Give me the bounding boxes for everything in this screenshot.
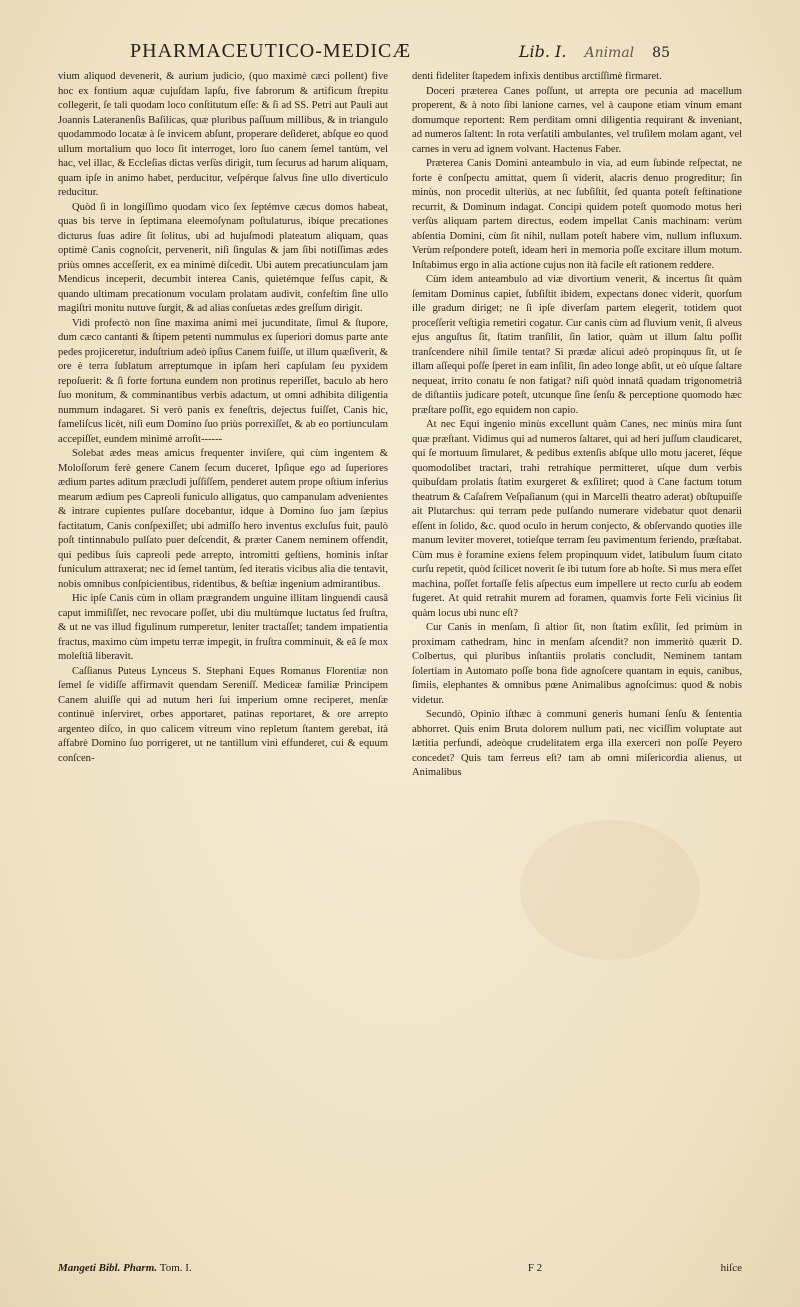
page-number: 85 xyxy=(652,45,670,61)
paragraph: Solebat ædes meas amicus frequenter inviſere, qui cùm ingentem & Moloſſorum ferè genere Canem ſecum duceret, Ipſique ego ad ſuperiores ædium partes aditum præcludi juſſiſſem, penderet autem prope oſtium inferius mearum ædium pes Capreoli funiculo alligatus, quo campanulam advenientes & intrare cupientes pulſare docebantur, idque à Domino ſuo jam ſæpius factitatum, Canis conſpexiſſet; ubi admiſſo hero inventus excluſus fuit, paulò poſt tintinnabulo pulſato puer deſcendit, & præter Canem neminem offendit, qui pedibus ſuis capreoli pede arrepto, intromitti geſtiens, hominis inſtar funiculum attraxerat; nec id ſemel tantùm, ſed iteratis vicibus alia die tentavit, nobis omnibus conſpicientibus, ridentibus, & beſtiæ ingenium admirantibus. xyxy=(58,448,388,590)
right-column xyxy=(412,70,742,1260)
paragraph: denti fideliter ſtapedem infixis dentibus arctiſſimè firmaret. xyxy=(412,71,662,82)
paragraph: Secundò, Opinio iſthæc à communi generis humani ſenſu & ſententia abhorret. Quis enim Bruta dolorem nullum pati, nec viciſſim voluptate aut lætitia perfundi, adeòque crudelitatem erga illa exerceri non poſſe Peyero concedet? Quis tam ferreus eſt? tam ab omni miſericordia alienus, ut Animalibus xyxy=(412,709,742,778)
paragraph: Cur Canis in menſam, ſi altior ſit, non ſtatim exſilit, ſed primùm in proximam cathedram, hinc in menſam aſcendit? non immeritò quærit D. Colbertus, qui pluribus inſtantiis prolatis concludit, Neminem tantam ſolertiam in Automato poſſe bona fide agnoſcere quantam in equis, canibus, ſimiis, elephantes & omnibus pœne Animalibus agnoſcimus: quod & nobis videtur. xyxy=(412,622,742,706)
running-title: PHARMACEUTICO-MEDICÆ xyxy=(130,40,412,62)
paragraph: Caſſianus Puteus Lynceus S. Stephani Eques Romanus Florentiæ non ſemel ſe vidiſſe affirmavit quendam Sereniſſ. Mediceæ familiæ Principem Canem aluiſſe qui ad nutum heri ſui imperium omne reciperet, menſæ continuè inſerviret, orbes apportaret, patinas reportaret, & ore arrepto argenteo diſco, in quo calicem vitreum vino repletum ſtantem gerebat, ità affabrè Domino ſuo porrigeret, ut ne tantillum vini effunderet, cui & equum conſcen- xyxy=(58,665,388,764)
paragraph: Vidi profectò non ſine maxima animi mei jucunditate, ſimul & ſtupore, dum cæco cantanti & ſtipem petenti nummulus ex ſuperiori domus parte ante pedes projiceretur, induſtrium adeò ipſius Canem fuiſſe, ut illum quæſiverit, & ore è terra ſublatum arreptumque in ipſam heri capſulam ſeu pyxidem repoſuerit: & ſi forte fortuna eundem non protinus reperiſſet, baculo ab hero ſuo monitum, & comminantibus verbis adactum, ut omni adhibita diligentia nummum indagaret. Si verò panis ex feneſtris, dejectus fuiſſet, Canis hic, fameliſcus licèt, niſi eum Domino ſuo priùs porrexiſſet, & ab eo portiunculam accepiſſet, eundem minimè arroſit------ xyxy=(58,317,388,445)
paragraph: Cùm idem anteambulo ad viæ divortium venerit, & incertus ſit quàm ſemitam Dominus capiet, ſubſiſtit ibidem, expectans donec viderit, quorſum ille gradum diriget; ne ſi ipſe diverſam partem elegerit, totidem quot proceſſerit veſtigia remetiri cogatur. Cur canis cùm ad fluvium venit, ſi alveus ejus anguſtus ſit, ſtatim tranſilit, ſin latior, quàm ut illum ſaltu poſſit tranſcendere nihil ſimile tentat? Si prædæ alicui adeò propinquus ſit, ut ſe illam aſſequi poſſe ſperet in eam inſilit, ſin adeo longe abſit, ut eò uſque ſaltare nequeat, irrito conatu ſe non fatigat? niſi quòd innatâ quadam trigonometriâ de diſtantiis judicare poteſt, utcunque ſine ſenſu & perceptione quomodo hæc præſtare poſſit, ego equidem non capio. xyxy=(412,274,742,416)
paragraph: Quòd ſi in longiſſimo quodam vico ſex ſeptémve cæcus domos habeat, quas bis terve in ſeptimana eleemoſynam poſtulaturus, ibíque precationes dicturus ſuas adire ſit ſolitus, ubi ad hujuſmodi plateatum aliquam, quas optimè Canis cognoſcit, pervenerit, niſi ſingulas & jam ſibi notiſſimas ædes priùs omnes acceſſerit, ex ea minimè diſcedit. Ubi autem precatiunculam jam Mendicus inceperit, decumbit interea Canis, quietémque feſſus capit, & quando ultimam precationum voculam prolatam audivit, confeſtim ſine ullo magiſtri monitu nutuve ſurgit, & ad alias conſuetas ædes greſſum dirigit. xyxy=(58,201,388,314)
paragraph: Doceri præterea Canes poſſunt, ut arrepta ore pecunia ad macellum properent, & à noto ſibi lanione carnes, vel à caupone etiam vinum emant domumque reportent: Rem perditam omni diligentia requirant & inveniant, ad numeros ſaltent: In rota verſatili ambulantes, vel truſilem molam agant, vel carnes in veru ad ignem volvant. Hactenus Faber. xyxy=(412,85,742,155)
text-columns xyxy=(58,70,742,1260)
signature-mark: F 2 xyxy=(527,1262,543,1274)
section-reference: Animal xyxy=(584,45,635,61)
paragraph: vium aliquod devenerit, & aurium judicio, (quo maximè cæci pollent) five hoc ex fontium aquæ cujuſdam lapſu, five fabrorum & artificum ſtrepitu collegerit, ſe tali quodam loco conſtitutum eſſe: & ſi ad SS. Petri aut Pauli aut Joannis Lateranenſis Baſilicas, quæ pluribus paſſuum millibus, & in triangulo quodammodo locatæ à ſe invicem abſunt, properare deſideret, abſque eo quod ullum mortalium quo loco ſit interroget, loro ſuo canem ſemel tantùm, vel hac, vel illac, & Eccleſias dictas verſùs dirigit, tum ſecurus ad harum aliquam, quam ipſe in animo habet, perducitur, veſpérque ſalvus ſine ullo diverticulo reducitur. xyxy=(58,71,388,198)
book-reference: Lib. I. xyxy=(518,42,567,61)
running-header xyxy=(130,40,670,68)
page-footer xyxy=(58,1262,742,1282)
paragraph: Præterea Canis Domini anteambulo in via, ad eum ſubinde reſpectat, ne forte è conſpectu amittat, quem ſi viderit, alacris denuo progreditur; ſin minùs, non procedit ulteriùs, at nec ſubſiſtit, ſed quanta poteſt feſtinatione recurrit, & Dominum indagat. Concipi quidem poteſt quomodo motus heri verſùs aliquam partem directus, eodem impellat Canis machinam: verùm abſentia Domini, cùm ſit nihil, nullam poteſt habere vim, nullum influxum. Verùm reſpondere poteſt, ideam heri in memoria poſſe excitare illum motum. Inſtabimus ergo in alia actione cujus non ità facile eſt rationem reddere. xyxy=(412,158,742,271)
paragraph: Hic ipſe Canis cùm in ollam prægrandem unguine illitam linguendi causâ caput immiſiſſet, nec revocare poſſet, ubi diu multùmque luctatus ſed fruſtra, & ut ne vas illud figulinum rumperetur, leniter tractaſſet; tandem impatientia fractus, maximo cùm impetu terræ impegit, in fruſtra comminuit, & eâ ſe mox moleſtiâ liberavit. xyxy=(58,593,388,662)
footer-title: Mangeti Bibl. Pharm. xyxy=(58,1262,158,1274)
catchword: hiſce xyxy=(720,1262,742,1274)
footer-book-title xyxy=(58,1262,238,1274)
paragraph: At nec Equi ingenio minùs excellunt quàm Canes, nec minùs mira ſunt quæ præſtant. Vidimus qui ad numeros ſaltaret, qui ad heri juſſum claudicaret, qui ſe mortuum ſimularet, & pedibus extenſis abſque ullo motu jaceret, ſéque quomodolibet tractari, trahi retrahíque permitteret, uſque dum verbis quibuſdam prolatis ſtatim exurgeret & exſiliret; quod à Cane factum totum theatrum & Caſaſrem Veſpaſianum (qui in Marcelli theatro aderat) obſtupuiſſe ait Plutarchus: qui terram pede pulſando numerare videbatur quot denarii eſſent in ſolido, &c. quod oculo in herum conjecto, & obſervando quoties ille manum leviter moveret, totieſque terram ſeu pavimentum feriendo, præſtabat. Cùm mus è foramine exiens felem propinquum videt, latibulum ſuum citato curſu repetit, quòd ſcilicet noverit ſe ibi tutum fore ab hoſte. Si mus mera eſſet machina, poſſet fortaſſe felis aſpectus eum impellere ut recto curſu ab eodem fugeret. At quid retrahit murem ad foramen, quamvis forte Feli vicinius ſit quàm locus ubi nunc eſt? xyxy=(412,419,742,619)
footer-volume: Tom. I. xyxy=(159,1262,192,1274)
header-right xyxy=(519,42,670,61)
left-column xyxy=(58,70,388,1260)
